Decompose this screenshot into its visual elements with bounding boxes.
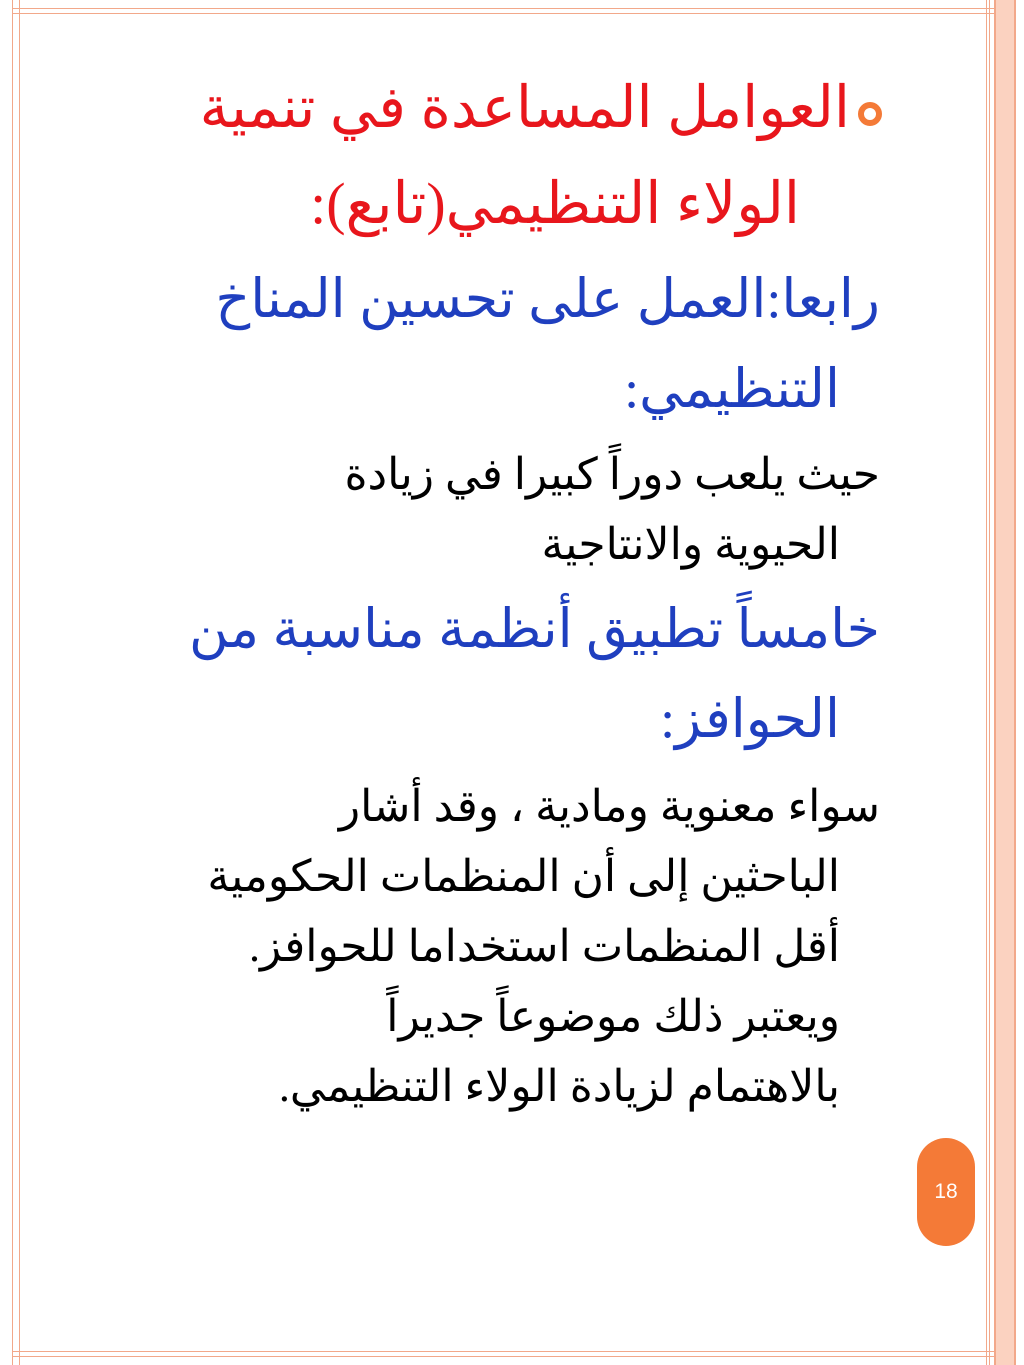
section-4-heading-line-1: رابعا:العمل على تحسين المناخ bbox=[215, 269, 880, 329]
circle-bullet-icon bbox=[858, 102, 882, 126]
section-4-heading-line-2: التنظيمي: bbox=[624, 359, 840, 419]
section-5-heading-line-1: خامساً تطبيق أنظمة مناسبة من bbox=[188, 599, 880, 659]
frame-left-border bbox=[12, 0, 20, 1365]
section-5-heading bbox=[60, 584, 880, 764]
title-line-1: العوامل المساعدة في تنمية bbox=[199, 75, 850, 140]
title-block bbox=[60, 60, 880, 252]
section-5-text bbox=[60, 772, 880, 1122]
frame-right-inner-border bbox=[986, 0, 990, 1365]
frame-bottom-border bbox=[12, 1351, 1016, 1357]
frame-right-outer-border bbox=[994, 0, 1016, 1365]
section-5-text-line-3: أقل المنظمات استخداما للحوافز. bbox=[249, 922, 840, 971]
slide-content bbox=[60, 60, 880, 1122]
section-5-text-line-4: ويعتبر ذلك موضوعاً جديراً bbox=[386, 992, 840, 1041]
frame-top-border bbox=[12, 8, 1016, 14]
section-4-text bbox=[60, 440, 880, 580]
section-5-text-line-1: سواء معنوية ومادية ، وقد أشار bbox=[338, 782, 880, 831]
slide-title bbox=[60, 60, 880, 252]
section-4-heading bbox=[60, 254, 880, 434]
section-5-text-line-5: بالاهتمام لزيادة الولاء التنظيمي. bbox=[278, 1062, 840, 1111]
section-4-text-line-1: حيث يلعب دوراً كبيرا في زيادة bbox=[344, 450, 880, 499]
page-number-badge bbox=[917, 1138, 975, 1246]
section-5-heading-line-2: الحوافز: bbox=[660, 689, 840, 749]
section-4-text-line-2: الحيوية والانتاجية bbox=[541, 520, 840, 569]
section-5-text-line-2: الباحثين إلى أن المنظمات الحكومية bbox=[207, 852, 840, 901]
title-line-2: الولاء التنظيمي(تابع): bbox=[310, 171, 800, 236]
page-number: 18 bbox=[934, 1180, 958, 1203]
